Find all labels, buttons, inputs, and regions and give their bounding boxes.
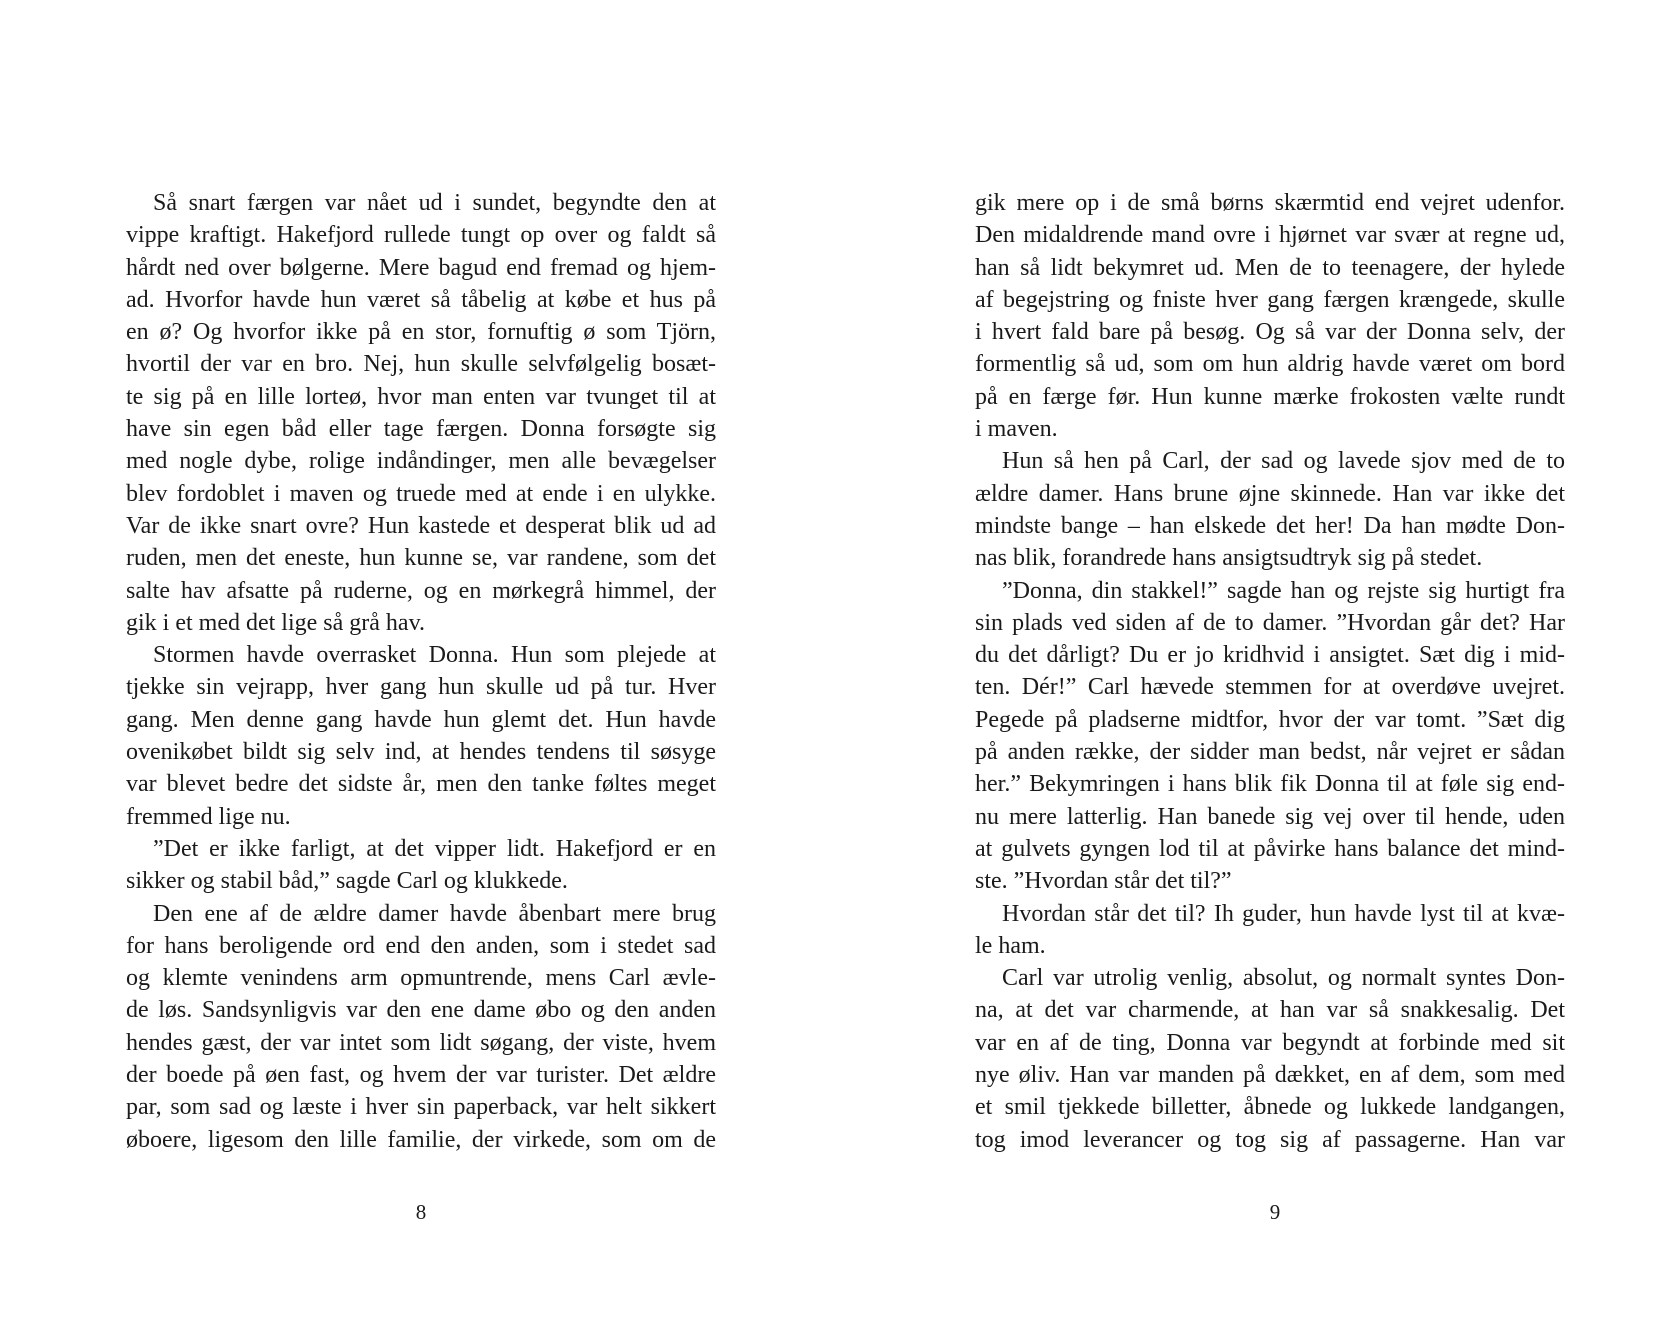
text-line: na, at det var charmende, at han var så snakkesalig. Det — [975, 997, 1565, 1024]
text-line: blev fordoblet i maven og truede med at ende i en ulykke. — [126, 480, 716, 507]
text-line: gang. Men denne gang havde hun glemt det. Hun havde — [126, 706, 716, 733]
text-line: have sin egen båd eller tage færgen. Donna forsøgte sig — [126, 416, 716, 443]
right-page-text — [975, 187, 1565, 1156]
text-line: med nogle dybe, rolige indåndinger, men alle bevægelser — [126, 448, 716, 475]
text-line: vippe kraftigt. Hakefjord rullede tungt op over og faldt så — [126, 222, 716, 249]
text-line: sikker og stabil båd,” sagde Carl og klukkede. — [126, 868, 568, 895]
text-line: ”Donna, din stakkel!” sagde han og rejste sig hurtigt fra — [1002, 577, 1565, 604]
text-line: her.” Bekymringen i hans blik fik Donna til at føle sig end- — [975, 771, 1565, 798]
text-line: gik mere op i de små børns skærmtid end vejret udenfor. — [975, 190, 1565, 216]
text-line: at gulvets gyngen lod til at påvirke hans balance det mind- — [975, 835, 1565, 862]
text-line: en ø? Og hvorfor ikke på en stor, fornuftig ø som Tjörn, — [126, 319, 716, 346]
text-line: te sig på en lille lorteø, hvor man enten var tvunget til at — [126, 383, 716, 410]
text-line: og klemte venindens arm opmuntrende, mens Carl ævle- — [126, 965, 716, 992]
text-line: Den ene af de ældre damer havde åbenbart mere brug — [153, 900, 716, 927]
text-line: på en færge før. Hun kunne mærke frokosten vælte rundt — [975, 383, 1565, 410]
text-line: Hvordan står det til? Ih guder, hun havde lyst til at kvæ- — [1002, 900, 1565, 927]
left-page — [0, 0, 838, 1324]
text-line: fremmed lige nu. — [126, 803, 291, 830]
text-line: nu mere latterlig. Han banede sig vej over til hende, uden — [975, 803, 1565, 830]
text-line: i hvert fald bare på besøg. Og så var der Donna selv, der — [975, 319, 1565, 346]
text-line: le ham. — [975, 932, 1046, 959]
text-line: var en af de ting, Donna var begyndt at forbinde med sit — [975, 1029, 1565, 1056]
text-line: af begejstring og fniste hver gang færgen krængede, skulle — [975, 286, 1565, 313]
text-line: Hun så hen på Carl, der sad og lavede sjov med de to — [1002, 448, 1565, 475]
text-line: gik i et med det lige så grå hav. — [126, 609, 426, 636]
text-line: par, som sad og læste i hver sin paperback, var helt sikkert — [126, 1094, 716, 1121]
left-page-number: 8 — [415, 1200, 427, 1224]
text-line: et smil tjekkede billetter, åbnede og lukkede landgangen, — [975, 1094, 1565, 1121]
right-page — [838, 0, 1677, 1324]
text-line: hårdt ned over bølgerne. Mere bagud end fremad og hjem- — [126, 254, 716, 281]
text-line: ten. Dér!” Carl hævede stemmen for at overdøve uvejret. — [975, 674, 1565, 701]
text-line: Så snart færgen var nået ud i sundet, begyndte den at — [153, 190, 716, 216]
right-page-number: 9 — [1269, 1200, 1281, 1224]
text-line: i maven. — [975, 416, 1058, 443]
text-line: Var de ikke snart ovre? Hun kastede et desperat blik ud ad — [126, 512, 716, 539]
text-line: for hans beroligende ord end den anden, som i stedet sad — [126, 932, 716, 959]
text-line: salte hav afsatte på ruderne, og en mørkegrå himmel, der — [126, 577, 716, 604]
text-line: ældre damer. Hans brune øjne skinnede. Han var ikke det — [975, 480, 1565, 507]
text-line: på anden række, der sidder man bedst, når vejret er sådan — [975, 739, 1565, 766]
text-line: var blevet bedre det sidste år, men den tanke føltes meget — [126, 771, 716, 798]
text-line: ruden, men det eneste, hun kunne se, var randene, som det — [126, 545, 716, 572]
text-line: Den midaldrende mand ovre i hjørnet var svær at regne ud, — [975, 222, 1565, 249]
text-line: der boede på øen fast, og hvem der var turister. Det ældre — [126, 1062, 716, 1089]
text-line: ovenikøbet bildt sig selv ind, at hendes tendens til søsyge — [126, 739, 716, 766]
text-line: øboere, ligesom den lille familie, der virkede, som om de — [126, 1126, 716, 1153]
text-line: hendes gæst, der var intet som lidt søgang, der viste, hvem — [126, 1029, 716, 1056]
text-line: tog imod leverancer og tog sig af passagerne. Han var — [975, 1126, 1565, 1153]
text-line: tjekke sin vejrapp, hver gang hun skulle ud på tur. Hver — [126, 674, 716, 701]
text-line: Carl var utrolig venlig, absolut, og normalt syntes Don- — [1002, 965, 1565, 992]
text-line: mindste bange – han elskede det her! Da han mødte Don- — [975, 512, 1565, 539]
text-line: de løs. Sandsynligvis var den ene dame øbo og den anden — [126, 997, 716, 1024]
text-line: ”Det er ikke farligt, at det vipper lidt. Hakefjord er en — [153, 835, 716, 862]
text-line: nye øliv. Han var manden på dækket, en af dem, som med — [975, 1062, 1565, 1089]
text-line: du det dårligt? Du er jo kridhvid i ansigtet. Sæt dig i mid- — [975, 642, 1565, 669]
text-line: sin plads ved siden af de to damer. ”Hvordan går det? Har — [975, 609, 1565, 636]
text-line: ad. Hvorfor havde hun været så tåbelig at købe et hus på — [126, 286, 716, 313]
text-line: Pegede på pladserne midtfor, hvor der var tomt. ”Sæt dig — [975, 706, 1565, 733]
left-page-text — [126, 187, 716, 1156]
text-line: nas blik, forandrede hans ansigtsudtryk sig på stedet. — [975, 545, 1483, 572]
text-line: Stormen havde overrasket Donna. Hun som plejede at — [153, 642, 716, 669]
text-line: han så lidt bekymret ud. Men de to teenagere, der hylede — [975, 254, 1565, 281]
text-line: formentlig så ud, som om hun aldrig havde været om bord — [975, 351, 1565, 378]
text-line: ste. ”Hvordan står det til?” — [975, 868, 1232, 895]
text-line: hvortil der var en bro. Nej, hun skulle selvfølgelig bosæt- — [126, 351, 716, 378]
